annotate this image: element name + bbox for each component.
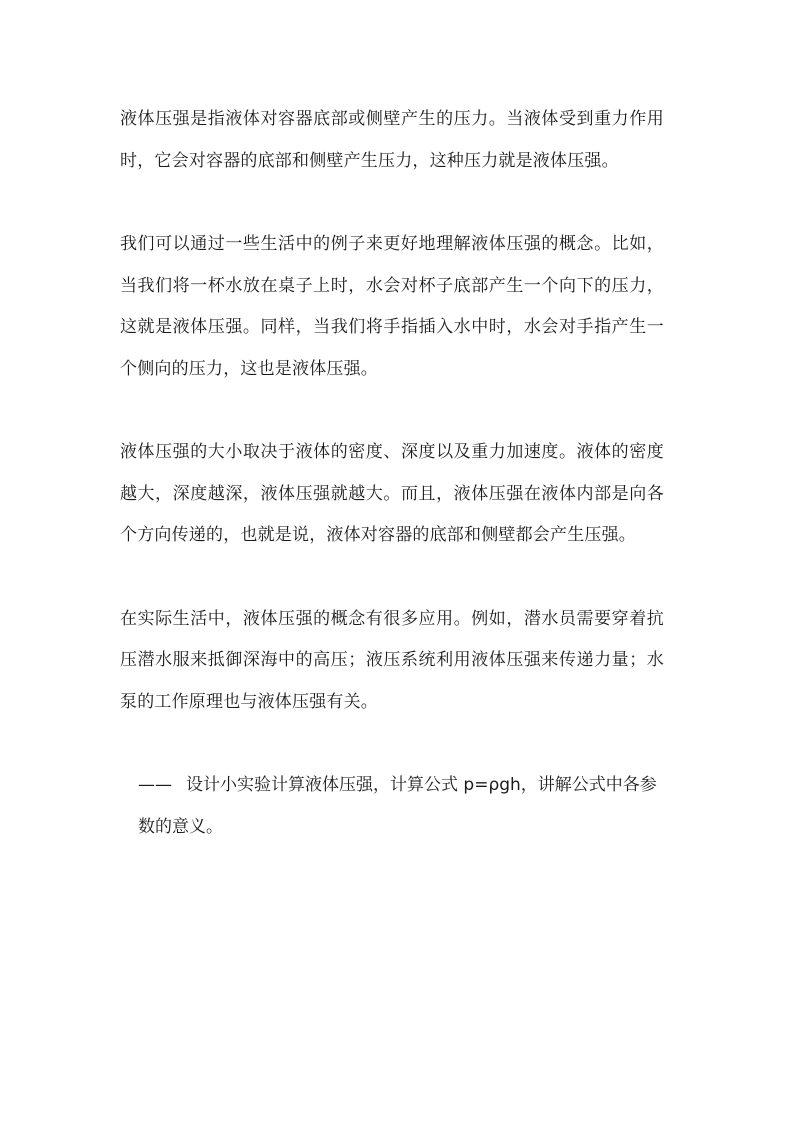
paragraph-definition: 液体压强是指液体对容器底部或侧壁产生的压力。当液体受到重力作用时，它会对容器的底部和侧壁产生压力，这种压力就是液体压强。 bbox=[120, 109, 664, 171]
paragraph-examples: 我们可以通过一些生活中的例子来更好地理解液体压强的概念。比如，当我们将一杯水放在桌子上时，水会对杯子底部产生一个向下的压力，这就是液体压强。同样，当我们将手指插入水中时，水会对手指产生一个侧向的压力，这也是液体压强。 bbox=[120, 234, 664, 379]
paragraph-factors: 液体压强的大小取决于液体的密度、深度以及重力加速度。液体的密度越大，深度越深，液体压强就越大。而且，液体压强在液体内部是向各个方向传递的，也就是说，液体对容器的底部和侧壁都会产生压强。 bbox=[120, 442, 664, 545]
experiment-note bbox=[120, 765, 664, 848]
paragraph-spacer bbox=[120, 390, 664, 432]
note-text: 设计小实验计算液体压强，计算公式 p=ρgh，讲解公式中各参数的意义。 bbox=[138, 775, 657, 837]
paragraph-spacer bbox=[120, 723, 664, 765]
paragraph-spacer bbox=[120, 557, 664, 599]
note-dash: —— bbox=[138, 775, 172, 795]
paragraph-applications: 在实际生活中，液体压强的概念有很多应用。例如，潜水员需要穿着抗压潜水服来抵御深海中的高压；液压系统利用液体压强来传递力量；水泵的工作原理也与液体压强有关。 bbox=[120, 608, 664, 712]
paragraph-spacer bbox=[120, 182, 664, 224]
